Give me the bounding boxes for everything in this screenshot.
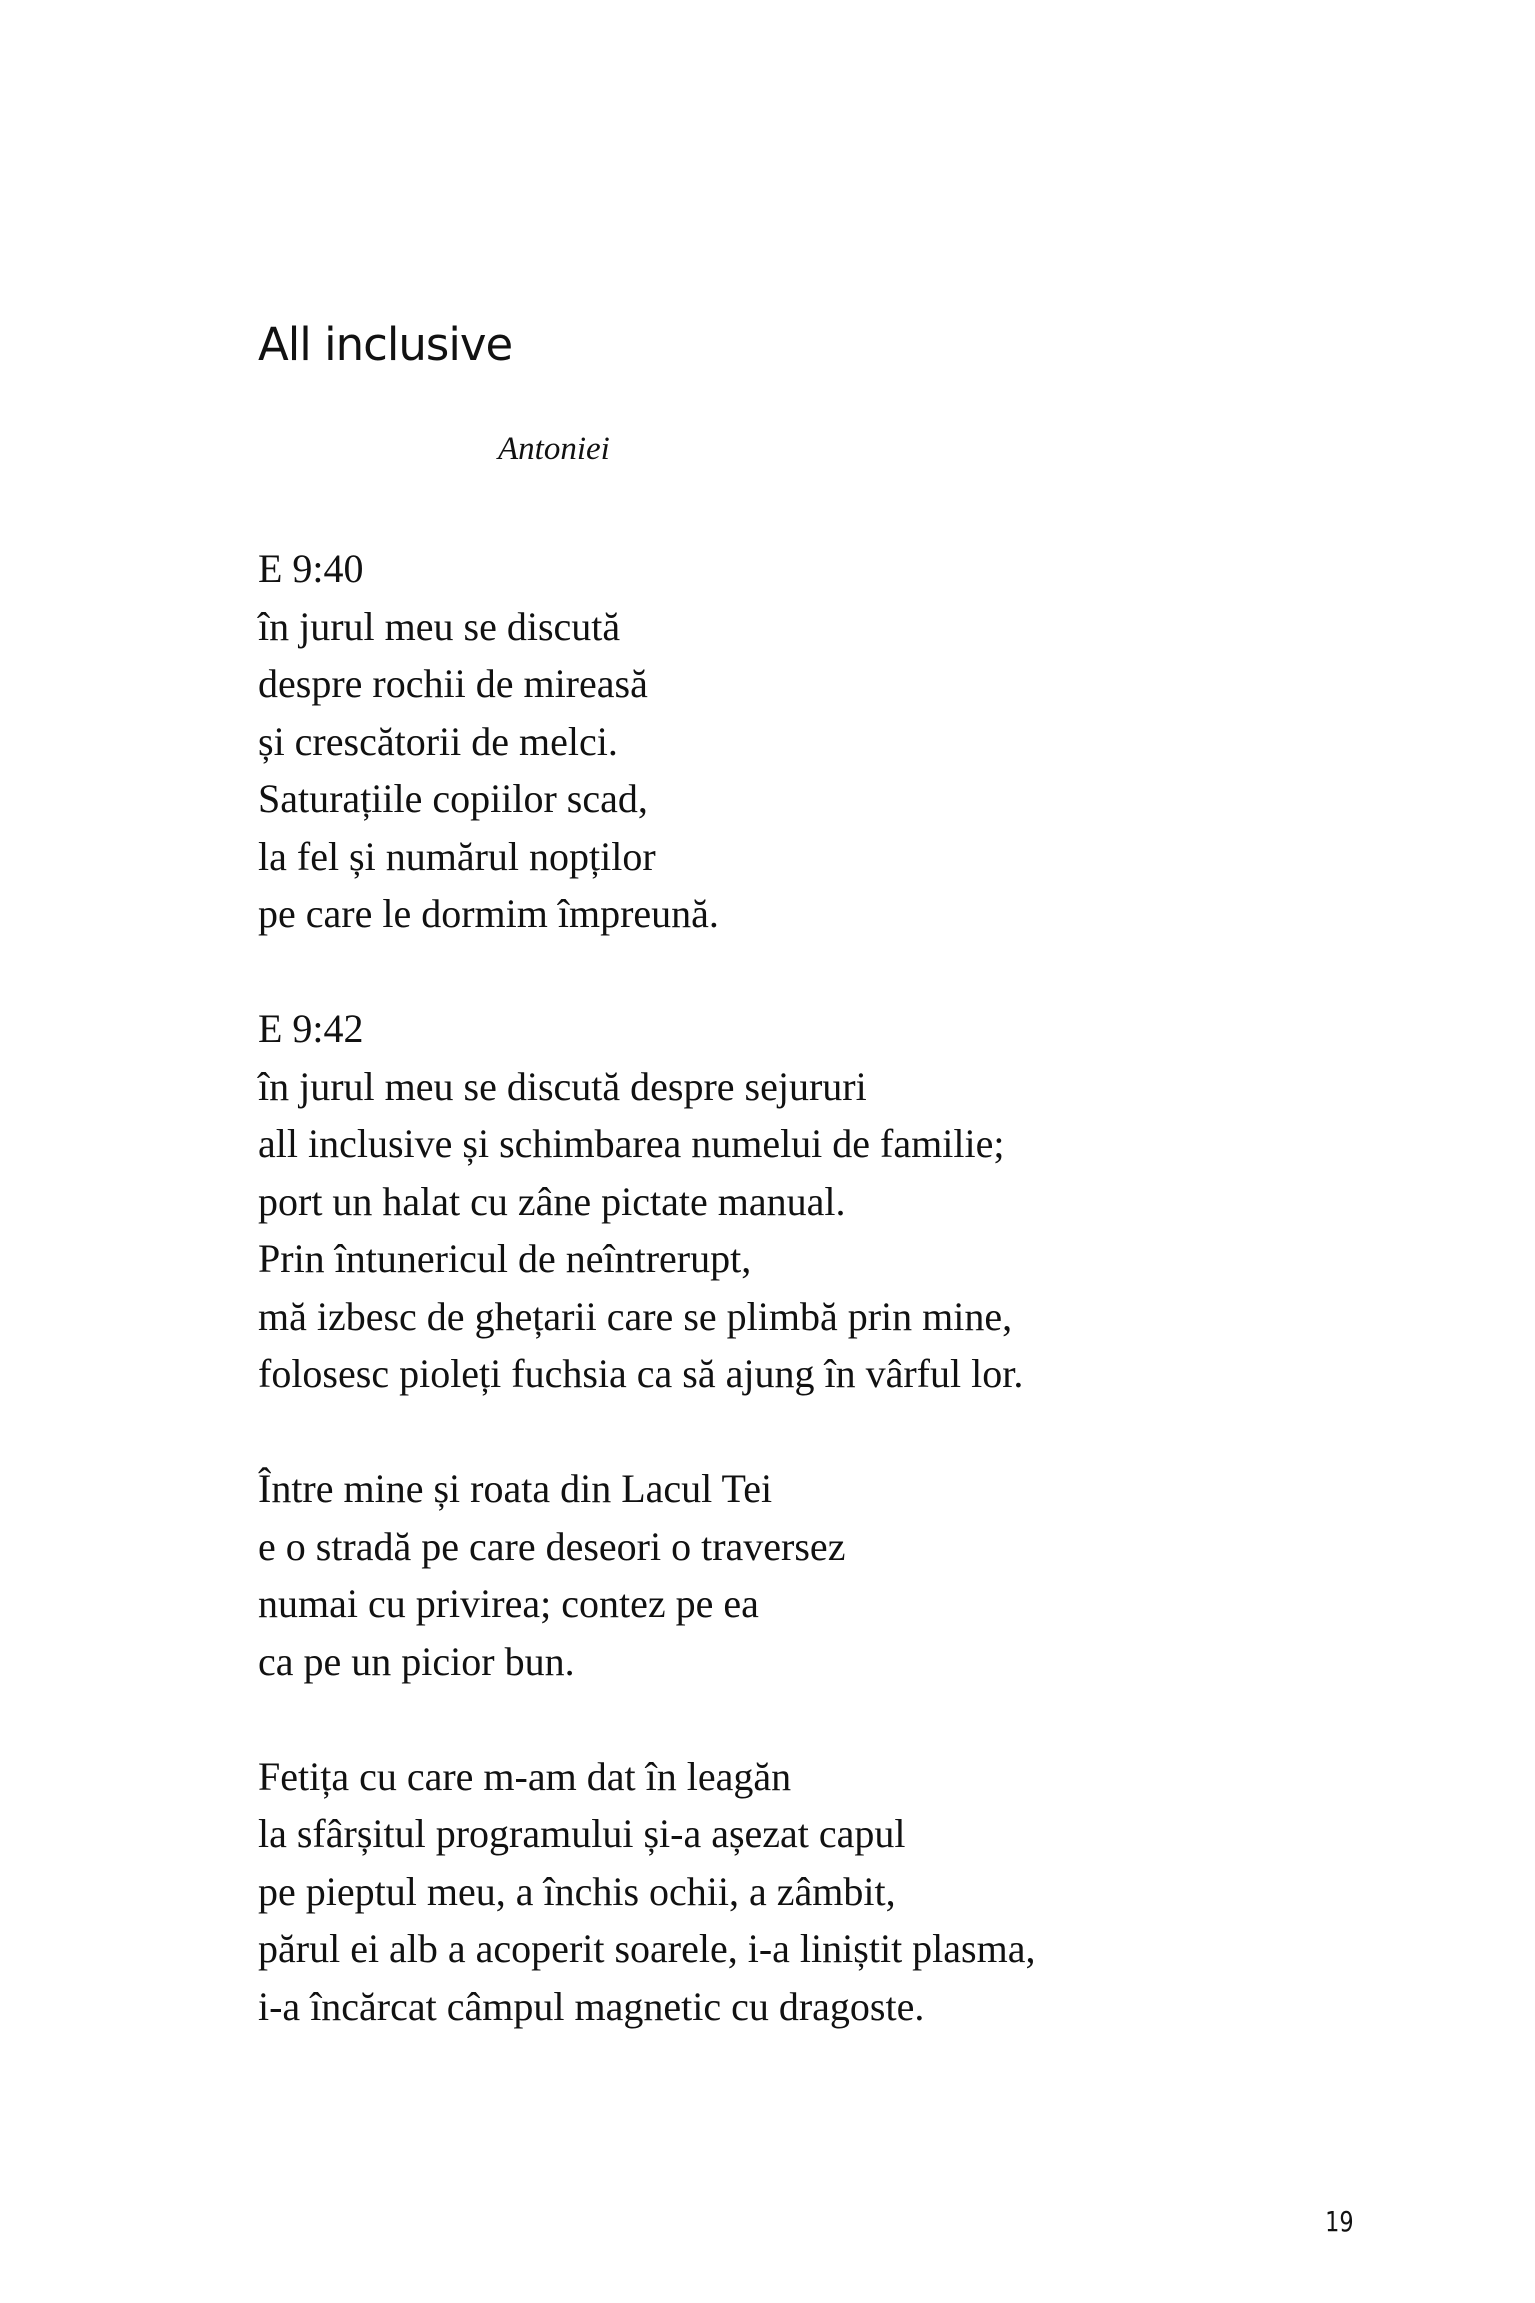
poem-line: folosesc pioleți fuchsia ca să ajung în vârful lor. [258, 1351, 1024, 1396]
poem-line: părul ei alb a acoperit soarele, i-a liniștit plasma, [258, 1926, 1036, 1971]
poem-line: pe care le dormim împreună. [258, 891, 719, 936]
poem-line: port un halat cu zâne pictate manual. [258, 1178, 846, 1224]
poem-line: ca pe un picior bun. [258, 1638, 575, 1684]
poem-line: i-a încărcat câmpul magnetic cu dragoste. [258, 1983, 925, 2029]
poem-line: e o stradă pe care deseori o traversez [258, 1523, 846, 1569]
poem-line: Fetița cu care m-am dat în leagăn [258, 1753, 792, 1799]
poem-line: mă izbesc de ghețarii care se plimbă prin mine, [258, 1293, 1013, 1339]
poem-line: pe pieptul meu, a închis ochii, a zâmbit, [258, 1868, 896, 1914]
poem-line: în jurul meu se discută despre sejururi [258, 1063, 867, 1109]
stanza [258, 540, 1035, 943]
poem-line: la fel și numărul nopților [258, 833, 656, 879]
poem-title: All inclusive [258, 318, 513, 371]
poem-line: E 9:42 [258, 1006, 364, 1051]
poem-line: Prin întunericul de neîntrerupt, [258, 1236, 752, 1281]
poem-line: Saturațiile copiilor scad, [258, 776, 648, 821]
stanza [258, 1460, 1035, 1690]
poem-line: numai cu privirea; contez pe ea [258, 1581, 759, 1626]
poem-line: E 9:40 [258, 546, 364, 591]
poem-line: în jurul meu se discută [258, 603, 621, 649]
poem-body [258, 540, 1035, 2093]
stanza [258, 1748, 1035, 2036]
page-number: 19 [1325, 2205, 1354, 2238]
stanza [258, 1000, 1035, 1403]
poem-line: despre rochii de mireasă [258, 661, 648, 706]
poem-line: și crescătorii de melci. [258, 718, 618, 764]
poem-line: Între mine și roata din Lacul Tei [258, 1466, 773, 1511]
poem-dedication: Antoniei [498, 431, 610, 467]
poem-line: la sfârșitul programului și-a așezat capul [258, 1811, 906, 1856]
poem-line: all inclusive și schimbarea numelui de familie; [258, 1121, 1005, 1166]
